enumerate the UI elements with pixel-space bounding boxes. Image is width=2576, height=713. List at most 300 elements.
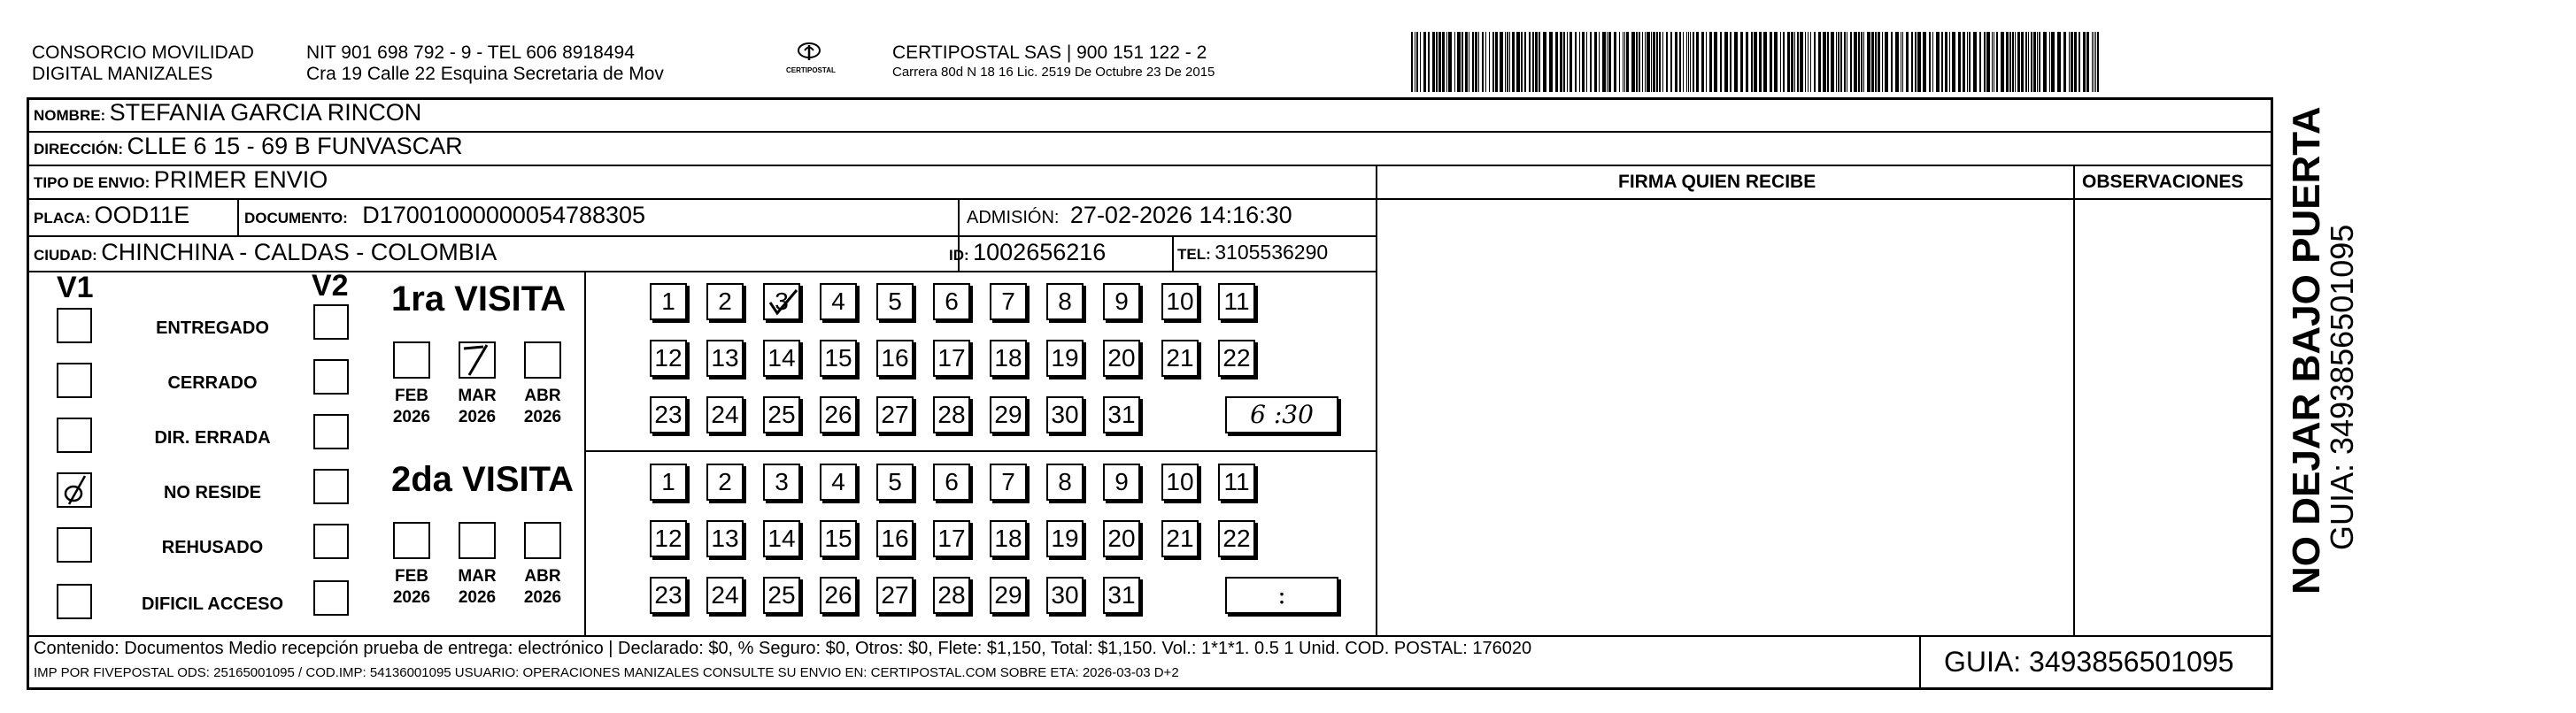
day-box[interactable]: 11 [1218,464,1255,501]
barcode-bar [1774,32,1778,92]
barcode-bar [1614,32,1616,92]
barcode-bar [1945,32,1947,92]
status-label: CERRADO [167,373,258,393]
nit-line-2: Cra 19 Calle 22 Esquina Secretaria de Mov [306,64,664,84]
v2-checkbox[interactable] [313,469,349,504]
day-box[interactable]: 22 [1218,340,1255,377]
barcode-bar [1579,32,1580,92]
barcode-bar [1861,32,1863,92]
barcode-bar [1602,32,1606,92]
barcode-bar [1929,32,1931,92]
barcode-bar [2049,32,2050,92]
barcode-bar [1709,32,1712,92]
barcode-bar [1563,32,1565,92]
barcode-bar [1814,32,1816,92]
barcode-bar [1608,32,1611,92]
day-box[interactable]: 25 [763,396,800,433]
barcode-bar [1475,32,1477,92]
day-box[interactable]: 8 [1046,464,1084,501]
barcode-bar [1797,32,1799,92]
day-box[interactable]: 21 [1161,520,1199,557]
barcode-bar [1478,32,1479,92]
barcode-bar [1969,32,1971,92]
barcode-bar [1489,32,1490,92]
tipo-label: TIPO DE ENVIO: [34,174,150,191]
barcode-bar [1867,32,1870,92]
barcode-bar [1836,32,1837,92]
day-box[interactable]: 15 [820,520,857,557]
barcode-bar [1787,32,1790,92]
day-box[interactable]: 12 [650,520,687,557]
barcode-bar [1619,32,1620,92]
certipostal-info [892,42,1215,81]
barcode-bar [1952,32,1955,92]
day-box[interactable]: 9 [1103,283,1140,320]
day-box[interactable]: 17 [933,520,970,557]
barcode-bar [1932,32,1933,92]
barcode-bar [1582,32,1585,92]
barcode-bar [1666,32,1668,92]
barcode-bar [1642,32,1643,92]
day-box[interactable]: 21 [1161,340,1199,377]
documento-value: D17001000000054788305 [362,202,646,228]
barcode-bar [2021,32,2024,92]
barcode-bar [1662,32,1663,92]
day-box[interactable]: 19 [1046,340,1084,377]
day-box[interactable]: 6 [933,283,970,320]
barcode-bar [1941,32,1943,92]
day-box[interactable]: 11 [1218,283,1255,320]
barcode-bar [1549,32,1553,92]
barcode-bar [1543,32,1546,92]
day-box[interactable]: 22 [1218,520,1255,557]
barcode-bar [1979,32,1981,92]
barcode-bar [1465,32,1468,92]
barcode-bar [1639,32,1640,92]
barcode-bar [1659,32,1661,92]
barcode-bar [1555,32,1558,92]
v1-checkbox[interactable] [57,527,92,563]
barcode-bar [1730,32,1731,92]
barcode-bar [1485,32,1486,92]
barcode-bar [1902,32,1903,92]
visit-time-box[interactable]: 6 :30 [1225,396,1338,433]
barcode-bar [1448,32,1452,92]
barcode-bar [2086,32,2089,92]
barcode-bar [1791,32,1793,92]
barcode-bar [2017,32,2020,92]
day-box[interactable]: 28 [933,396,970,433]
placa-value: OOD11E [94,202,190,228]
barcode-bar [1454,32,1455,92]
day-box[interactable]: 19 [1046,520,1084,557]
certi-line-2: Carrera 80d N 18 16 Lic. 2519 De Octubre 23 De 2015 [892,65,1215,80]
day-box[interactable]: 31 [1103,577,1140,614]
nombre-label: NOMBRE: [34,107,106,124]
barcode-bar [2031,32,2032,92]
barcode-bar [1482,32,1484,92]
v2-checkbox[interactable] [313,304,349,340]
observaciones-header: OBSERVACIONES [2082,172,2244,192]
status-label: NO RESIDE [163,483,262,502]
barcode-bar [1734,32,1738,92]
barcode-bar [1539,32,1540,92]
direccion-label: DIRECCIÓN: [34,141,124,157]
nit-info [306,42,664,85]
barcode-bar [2083,32,2086,92]
barcode-bar [1986,32,1990,92]
barcode-bar [2025,32,2027,92]
tel-label: TEL: [1177,246,1211,263]
ciudad-value: CHINCHINA - CALDAS - COLOMBIA [101,239,497,265]
day-box[interactable]: 31 [1103,396,1140,433]
barcode-bar [1636,32,1638,92]
barcode-bar [1436,32,1438,92]
barcode-bar [1754,32,1757,92]
barcode-bar [1567,32,1568,92]
barcode-bar [1875,32,1877,92]
day-box[interactable]: 25 [763,577,800,614]
barcode-bar [1800,32,1803,92]
id-field [949,239,1106,266]
day-box[interactable]: 2 [706,283,744,320]
barcode-bar [1428,32,1430,92]
barcode-bar [1432,32,1435,92]
company-name [32,42,254,85]
shipping-form [27,97,2273,690]
barcode-bar [1575,32,1577,92]
barcode-bar [2028,32,2029,92]
day-box[interactable]: 16 [876,340,914,377]
day-box[interactable]: 18 [990,520,1027,557]
placa-field [34,202,189,229]
barcode-bar [2092,32,2093,92]
direccion-row [34,133,463,160]
day-box[interactable]: 26 [820,396,857,433]
barcode-bar [1631,32,1635,92]
barcode-bar [1690,32,1691,92]
v2-label: V2 [312,269,349,303]
barcode-bar [2069,32,2070,92]
day-box[interactable]: 3 [763,464,800,501]
day-box[interactable]: 16 [876,520,914,557]
day-box[interactable]: 24 [706,396,744,433]
day-box[interactable]: 10 [1161,283,1199,320]
barcode-bar [1823,32,1826,92]
barcode-bar [1411,32,1413,92]
barcode-bar [1891,32,1893,92]
day-box[interactable]: 23 [650,396,687,433]
barcode-bar [1746,32,1748,92]
barcode-bar [1850,32,1852,92]
tel-value: 3105536290 [1215,241,1329,264]
v2-checkbox[interactable] [313,524,349,559]
barcode-bar [1805,32,1806,92]
barcode-bar [1420,32,1421,92]
barcode-bar [1653,32,1655,92]
day-box[interactable]: 30 [1046,396,1084,433]
day-box[interactable]: 8 [1046,283,1084,320]
barcode-bar [1696,32,1699,92]
barcode-bar [1783,32,1785,92]
barcode-bar [1936,32,1940,92]
day-box[interactable]: 28 [933,577,970,614]
month-label: FEB 2026 [392,567,431,607]
visit-time-box[interactable]: : [1225,577,1338,614]
tel-field [1177,241,1328,264]
day-box[interactable]: 27 [876,577,914,614]
barcode-bar [1624,32,1625,92]
barcode-bar [2006,32,2009,92]
barcode-bar [1532,32,1534,92]
day-box[interactable]: 4 [820,464,857,501]
barcode-bar [1535,32,1538,92]
day-box[interactable]: 13 [706,520,744,557]
ciudad-field [34,239,497,266]
day-box[interactable]: 20 [1103,340,1140,377]
footer-contents: Contenido: Documentos Medio recepción prueba de entrega: electrónico | Declarado: $0, % Seguro: $0, Otros: $0, Flete: $1,150, Total: $1,150. Vol.: 1*1*1. 0.5 1 Unid. COD. POSTAL: 176020 [34,639,1532,658]
v1-checkbox[interactable] [57,472,92,508]
day-box[interactable]: 14 [763,340,800,377]
barcode-bar [1701,32,1704,92]
month-mark-icon [460,343,496,379]
barcode-bar [1973,32,1977,92]
barcode-bar [1521,32,1523,92]
barcode-bar [2015,32,2016,92]
day-box[interactable]: 24 [706,577,744,614]
barcode-bar [2009,32,2011,92]
barcode-bar [1647,32,1650,92]
barcode-bar [1810,32,1811,92]
barcode-bar [1679,32,1681,92]
barcode-bar [1472,32,1474,92]
day-box[interactable]: 2 [706,464,744,501]
day-box[interactable]: 27 [876,396,914,433]
day-box[interactable]: 7 [990,464,1027,501]
barcode-bar [1996,32,1998,92]
barcode-bar [1607,32,1608,92]
month-checkbox[interactable] [459,341,496,379]
day-box[interactable]: 20 [1103,520,1140,557]
barcode-bar [1500,32,1503,92]
month-checkbox[interactable] [524,341,561,379]
barcode-bar [1992,32,1993,92]
barcode-bar [2039,32,2040,92]
day-box[interactable]: 10 [1161,464,1199,501]
barcode-bar [1675,32,1677,92]
barcode-bar [1590,32,1592,92]
barcode-bar [1683,32,1684,92]
admision-label: ADMISIÓN: [967,208,1060,227]
barcode-bar [1651,32,1652,92]
day-box[interactable]: 18 [990,340,1027,377]
company-line-1: CONSORCIO MOVILIDAD [32,42,254,63]
barcode-bar [2063,32,2066,92]
barcode-bar [2057,32,2061,92]
barcode-bar [1656,32,1658,92]
day-mark-icon [767,287,800,320]
direccion-value: CLLE 6 15 - 69 B FUNVASCAR [127,133,463,159]
barcode-bar [1457,32,1461,92]
company-line-2: DIGITAL MANIZALES [32,64,213,84]
status-label: ENTREGADO [156,318,269,338]
barcode-bar [1763,32,1767,92]
placa-label: PLACA: [34,210,91,226]
barcode-bar [1863,32,1864,92]
day-box[interactable]: 5 [876,283,914,320]
v1-checkbox[interactable] [57,363,92,398]
day-box[interactable]: 29 [990,396,1027,433]
month-label: FEB 2026 [392,387,431,426]
day-box[interactable]: 12 [650,340,687,377]
barcode-bar [2051,32,2055,92]
barcode-bar [2074,32,2077,92]
barcode-bar [1599,32,1600,92]
day-box[interactable]: 29 [990,577,1027,614]
nit-line-1: NIT 901 698 792 - 9 - TEL 606 8918494 [306,42,635,63]
day-box[interactable]: 14 [763,520,800,557]
barcode-bar [2071,32,2073,92]
admision-field [967,202,1292,229]
barcode-bar [1911,32,1913,92]
day-box[interactable]: 13 [706,340,744,377]
barcode-bar [1854,32,1857,92]
barcode-bar [1740,32,1743,92]
barcode-bar [1895,32,1899,92]
barcode-bar [1963,32,1965,92]
barcode-bar [1686,32,1687,92]
visit-title: 1ra VISITA [391,280,567,318]
month-checkbox[interactable] [393,341,430,379]
barcode-bar [1442,32,1445,92]
ciudad-label: CIUDAD: [34,247,97,264]
barcode-bar [1507,32,1508,92]
barcode-bar [1446,32,1447,92]
barcode-bar [1915,32,1917,92]
barcode-bar [1462,32,1463,92]
barcode-bar [2095,32,2096,92]
v1-checkbox[interactable] [57,418,92,453]
barcode-bar [2012,32,2014,92]
day-box[interactable]: 23 [650,577,687,614]
barcode-bar [1831,32,1834,92]
barcode-bar [1706,32,1707,92]
day-box[interactable]: 17 [933,340,970,377]
id-value: 1002656216 [973,239,1107,265]
barcode-bar [1794,32,1795,92]
barcode-bar [1878,32,1880,92]
barcode-bar [1984,32,1986,92]
v1-checkbox[interactable] [57,584,92,619]
barcode-bar [1885,32,1888,92]
v2-checkbox[interactable] [313,580,349,616]
month-checkbox[interactable] [393,522,430,559]
checkmark-icon [58,474,92,508]
barcode-bar [1693,32,1694,92]
barcode-bar [1688,32,1689,92]
nombre-value: STEFANIA GARCIA RINCON [109,99,422,126]
day-box[interactable]: 7 [990,283,1027,320]
v2-checkbox[interactable] [313,359,349,395]
day-box[interactable]: 1 [650,464,687,501]
month-checkbox[interactable] [459,522,496,559]
day-box[interactable]: 15 [820,340,857,377]
barcode-bar [1626,32,1629,92]
barcode-bar [2079,32,2080,92]
status-label: DIFICIL ACCESO [141,594,283,614]
barcode-bar [1906,32,1909,92]
barcode-bar [1844,32,1846,92]
day-box[interactable]: 6 [933,464,970,501]
month-checkbox[interactable] [524,522,561,559]
barcode-bar [1560,32,1562,92]
barcode-bar [1808,32,1809,92]
day-box[interactable]: 1 [650,283,687,320]
month-label: ABR 2026 [523,387,562,426]
barcode-bar [1770,32,1772,92]
status-label: REHUSADO [161,538,264,557]
barcode-bar [1958,32,1961,92]
barcode-bar [2033,32,2036,92]
day-box[interactable]: 5 [876,464,914,501]
certi-line-1: CERTIPOSTAL SAS | 900 151 122 - 2 [892,42,1207,63]
day-box[interactable] [763,283,800,320]
v2-checkbox[interactable] [313,414,349,449]
month-label: MAR 2026 [458,387,497,426]
day-box[interactable]: 26 [820,577,857,614]
barcode-bar [1967,32,1968,92]
barcode-bar [1923,32,1926,92]
firma-header: FIRMA QUIEN RECIBE [1618,172,1816,192]
nombre-row [34,99,421,126]
v1-checkbox[interactable] [57,308,92,343]
id-label: ID: [949,247,969,264]
barcode-bar [2001,32,2004,92]
barcode-bar [1840,32,1842,92]
visit-title: 2da VISITA [391,460,574,499]
barcode-bar [1570,32,1572,92]
barcode-bar [1949,32,1950,92]
barcode-bar [1586,32,1587,92]
day-box[interactable]: 9 [1103,464,1140,501]
side-guia: GUIA: 3493856501095 [2324,224,2360,550]
documento-field [244,202,645,229]
admision-value: 27-02-2026 14:16:30 [1069,202,1292,228]
barcode-bar [1714,32,1717,92]
barcode-bar [2097,32,2099,92]
day-box[interactable]: 4 [820,283,857,320]
barcode-bar [1594,32,1597,92]
barcode-bar [1882,32,1883,92]
no-dejar-bajo-puerta: NO DEJAR BAJO PUERTA [2285,106,2328,594]
barcode-bar [1780,32,1781,92]
barcode-bar [1438,32,1441,92]
barcode-bar [1827,32,1829,92]
barcode-bar [1423,32,1426,92]
status-label: DIR. ERRADA [154,428,271,448]
barcode-bar [1512,32,1515,92]
tipo-value: PRIMER ENVIO [153,166,328,193]
barcode [1411,32,2102,94]
day-box[interactable]: 30 [1046,577,1084,614]
barcode-bar [1838,32,1839,92]
month-label: MAR 2026 [458,567,497,607]
barcode-bar [1759,32,1762,92]
barcode-bar [1818,32,1821,92]
barcode-bar [1416,32,1418,92]
month-label: ABR 2026 [523,567,562,607]
barcode-bar [1492,32,1494,92]
